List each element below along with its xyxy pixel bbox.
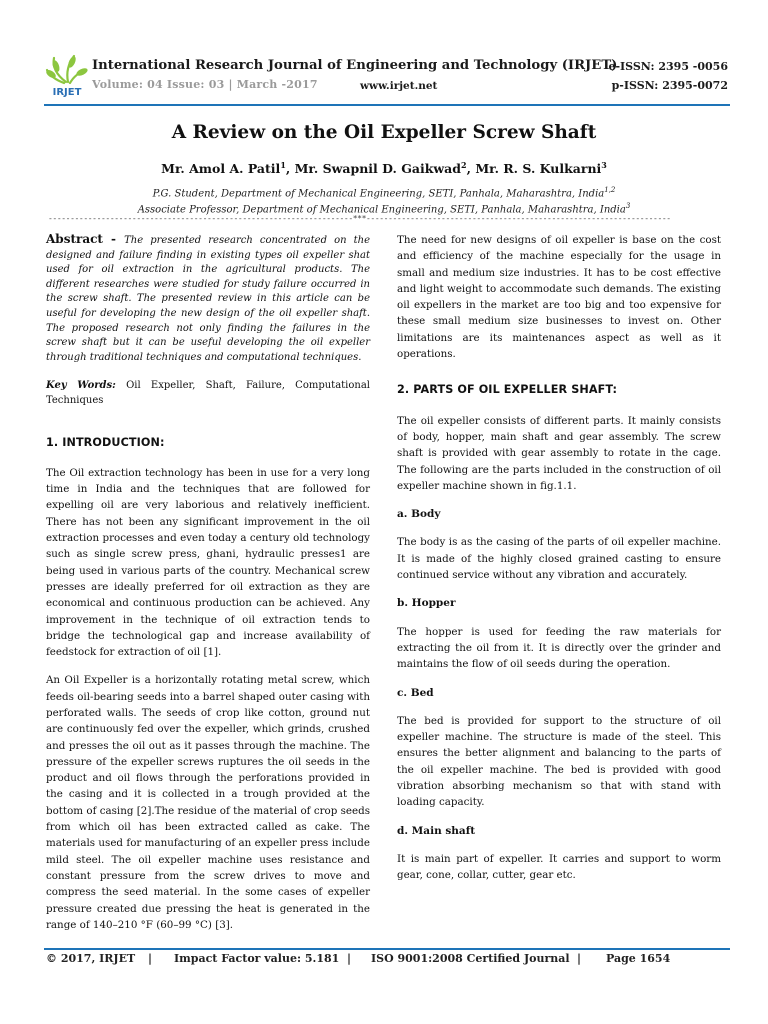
body-paragraph: The body is as the casing of the parts of oil expeller machine. It is made of the highly closed grained casting to ensure continued service without any vibration and accurately. <box>397 536 721 582</box>
footer-iso: ISO 9001:2008 Certified Journal <box>371 952 570 965</box>
subheading-bed: c. Bed <box>397 686 434 699</box>
page-header <box>40 50 730 100</box>
abstract-text: The presented research concentrated on the designed and failure finding in existing types oil expeller shat used for oil extraction in the agricultural products. The different researches were studied for study failure occurred in the screw shaft. The presented review in this article can be useful for developing the new design of the oil expeller shaft. The proposed research not only finding the failures in the screw shaft but it can be useful developing the oil expeller through traditional techniques and computational techniques. <box>46 235 370 363</box>
author-1: Mr. Amol A. Patil <box>161 161 281 177</box>
hopper-paragraph: The hopper is used for feeding the raw materials for extracting the oil from it. It is directly over the grinder and maintains the flow of oil seeds during the operation. <box>397 625 721 671</box>
intro-paragraph-2: An Oil Expeller is a horizontally rotating metal screw, which feeds oil-bearing seeds into a barrel shaped outer casing with perforated walls. The seeds of crop like cotton, ground nut are continuously fed over the expeller, which grinds, crushed and presses the oil out as it passes through the machine. The pressure of the expeller screws ruptures the oil seeds in the product and oil flows through the perforations provided in the casing and it is collected in a trough provided at the bottom of casing [2].The residue of the material of crop seeds from which oil has been extracted called as cake. The materials used for manufacturing of an expeller press include mild steel. The oil expeller machine uses resistance and constant pressure from the screw drives to move and compress the seed material. In the some cases of expeller pressure created due pressing the heat is generated in the range of 140–210 °F (60–99 °C) [3]. <box>46 674 370 931</box>
affiliation-2-sup: 3 <box>625 202 631 210</box>
subheading-hopper: b. Hopper <box>397 597 456 610</box>
left-column <box>46 232 370 945</box>
p-issn: p-ISSN: 2395-0072 <box>611 79 728 92</box>
affiliation-1-sup: 1,2 <box>604 186 616 194</box>
header-rule <box>44 104 730 106</box>
paper-title: A Review on the Oil Expeller Screw Shaft <box>171 122 597 143</box>
abstract <box>46 232 370 365</box>
abstract-label: Abstract - <box>46 232 125 246</box>
section-separator: ---------------------------------------------------------------------***--------------------------------------------------------------------- <box>48 214 671 223</box>
main-shaft-paragraph: It is main part of expeller. It carries and support to worm gear, cone, collar, cutter, gear etc. <box>397 852 721 882</box>
irjet-logo-icon <box>44 52 90 98</box>
parts-paragraph: The oil expeller consists of different parts. It mainly consists of body, hopper, main shaft and gear assembly. The screw shaft is provided with gear assembly to rotate in the cage. The following are the parts included in the construction of oil expeller machine shown in fig.1.1. <box>397 414 721 492</box>
keywords-text: Oil Expeller, Shaft, Failure, Computational Techniques <box>46 380 370 406</box>
right-paragraph-1: The need for new designs of oil expeller is base on the cost and efficiency of the machine especially for the usage in small and medium size industries. It has to be cost effective and light weight to accommodate such demands. The existing oil expellers in the market are too big and too expensive for these small medium size businesses to invest on. Other limitations are its maintenances aspect as well as it operations. <box>397 234 721 361</box>
footer-copyright: © 2017, IRJET <box>46 952 136 965</box>
footer-separator: | <box>347 952 352 965</box>
author-1-sup: 1 <box>280 160 286 170</box>
keywords-label: Key Words: <box>46 380 116 392</box>
affiliation-1 <box>0 186 768 199</box>
intro-paragraph-1: The Oil extraction technology has been in use for a very long time in India and the techniques that are followed for expelling oil are very laborious and relatively inefficient. There has not been any significant improvement in the oil extraction processes and even today a century old technology such as single screw press, ghani, hydraulic presses1 are being used in various parts of the country. Mechanical screw presses are ideally preferred for oil extraction as they are economical and continuous production can be achieved. Any improvement in the technique of oil extraction tends to bridge the technological gap and increase availability of feedstock for extraction of oil [1]. <box>46 466 370 659</box>
footer-impact-factor: Impact Factor value: 5.181 <box>174 952 340 965</box>
subheading-body: a. Body <box>397 508 441 521</box>
section-heading-introduction: 1. INTRODUCTION: <box>46 435 165 449</box>
logo-text: IRJET <box>52 87 82 98</box>
section-heading-parts: 2. PARTS OF OIL EXPELLER SHAFT: <box>397 383 618 397</box>
e-issn: e-ISSN: 2395 -0056 <box>608 60 728 73</box>
author-3: , Mr. R. S. Kulkarni <box>466 161 602 177</box>
volume-issue: Volume: 04 Issue: 03 | March -2017 <box>92 78 318 91</box>
author-3-sup: 3 <box>601 160 607 170</box>
bed-paragraph: The bed is provided for support to the structure of oil expeller machine. The structure is made of the steel. This ensures the better alignment and balancing to the parts of the oil expeller machine. The bed is provided with good vibration absorbing mechanism so that with stand with loading capacity. <box>397 714 721 809</box>
affiliation-1-text: P.G. Student, Department of Mechanical Engineering, SETI, Panhala, Maharashtra, India <box>152 188 605 200</box>
right-column <box>397 232 721 896</box>
subheading-main-shaft: d. Main shaft <box>397 824 476 837</box>
journal-url[interactable]: www.irjet.net <box>360 80 438 92</box>
keywords <box>46 379 370 408</box>
author-2-sup: 2 <box>461 160 467 170</box>
affiliation-2-text: Associate Professor, Department of Mechanical Engineering, SETI, Panhala, Maharashtra, India <box>137 204 626 216</box>
journal-name: International Research Journal of Engineering and Technology (IRJET) <box>92 58 618 73</box>
author-2: , Mr. Swapnil D. Gaikwad <box>285 161 462 177</box>
footer-separator: | <box>577 952 582 965</box>
author-list <box>0 160 768 176</box>
footer-separator: | <box>148 952 153 965</box>
footer-page-number: Page 1654 <box>606 952 671 965</box>
footer-rule <box>44 948 730 950</box>
